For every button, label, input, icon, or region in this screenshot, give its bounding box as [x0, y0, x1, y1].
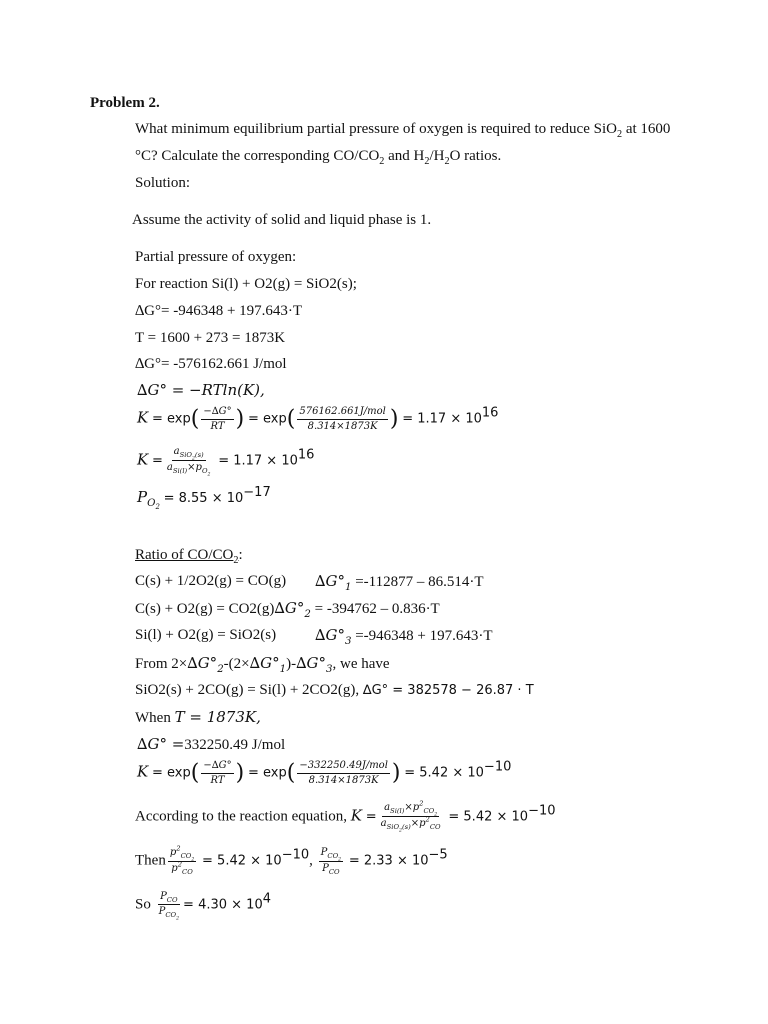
oxygen-dg-value: ∆G°= -576162.661 J/mol	[135, 356, 287, 372]
reaction-1-dg: $\Delta G^\circ_1 =-112877 - 86.514\cdot T$	[315, 572, 484, 593]
k-activity-equation: K = $\frac{a_{SiO_2(s)}}{a_{Si(l)}\times p_{O_2}}$ = $1.17 \times 10^{16}$	[137, 446, 315, 478]
problem-title: Problem 2.	[90, 95, 160, 111]
so-line: So $\frac{P_{CO}}{P_{CO_2}}$ = $4.30 \times 10^4$	[135, 891, 271, 921]
solution-label: Solution:	[135, 175, 191, 191]
oxygen-dg-expression: ∆G°= -946348 + 197.643·T	[135, 303, 303, 319]
reaction-3: Si(l) + O2(g) = SiO2(s)	[135, 627, 277, 643]
overall-reaction: SiO2(s) + 2CO(g) = Si(l) + 2CO2(g), ∆G° = 382578 − 26.87 · T	[135, 682, 534, 698]
oxygen-reaction: For reaction Si(l) + O2(g) = SiO2(s);	[135, 276, 357, 292]
question-line-2: °C? Calculate the corresponding $CO/CO_2$ and $H_2/H_2O$ ratios.	[135, 148, 502, 167]
according-line: According to the reaction equation, K = $\frac{a_{Si(l)}\times p^2_{CO_2}}{a_{SiO_2(s)}\times p^2_{CO}}$ = $5.42 \times 10^{-10}$	[135, 799, 556, 834]
reaction-2: $C(s) + O2(g) = CO2(g)\Delta G^\circ_2 = -394762 - 0.836\cdot T$	[135, 599, 440, 620]
oxygen-heading: Partial pressure of oxygen:	[135, 249, 297, 265]
assumption-text: Assume the activity of solid and liquid phase is 1.	[132, 212, 432, 228]
question-line-1: What minimum equilibrium partial pressure of oxygen is required to reduce SiO$_2$ at 1600	[135, 121, 671, 140]
k-exp-equation-1: K = exp( $\frac{-\Delta G^\circ}{RT}$ ) = exp( $\frac{\text{576162.661J/mol}}{8.314\times 1873K}$ ) = $1.17 \times 10^{16}$	[137, 405, 499, 432]
overall-dg-value: ∆G° =332250.49 J/mol	[137, 735, 286, 753]
reaction-3-dg: $\Delta G^\circ_3 =-946348 + 197.643\cdot T$	[315, 626, 493, 647]
combination-line: From $2\times\Delta G^\circ_2-(2\times\Delta G^\circ_1)-\Delta G^\circ_3$, we have	[135, 654, 390, 675]
temperature-line: T = 1600 + 273 = 1873K	[135, 330, 286, 346]
k-exp-equation-2: K = exp( $\frac{-\Delta G^\circ}{RT}$ ) = exp( $\frac{\text{−332250.49J/mol}}{8.314\times 1873K}$ ) = $5.42 \times 10^{-10}$	[137, 759, 512, 786]
when-line: When T = 1873K,	[135, 708, 261, 726]
then-line: Then $\frac{p^2_{CO_2}}{p^2_{CO}}$ = $5.42 \times 10^{-10}$, $\frac{P_{CO_2}}{P_{CO}}$ = $2.33 \times 10^{-5}$	[135, 844, 448, 877]
reaction-1: C(s) + 1/2O2(g) = CO(g)	[135, 573, 287, 589]
ratio-heading: Ratio of $CO/CO_2$:	[135, 547, 243, 566]
po2-result: $P_{O_2} = 8.55 \times 10^{-17}$	[137, 485, 271, 512]
dg-rtlnk-equation: ∆G° = −RTln(K),	[137, 381, 265, 399]
